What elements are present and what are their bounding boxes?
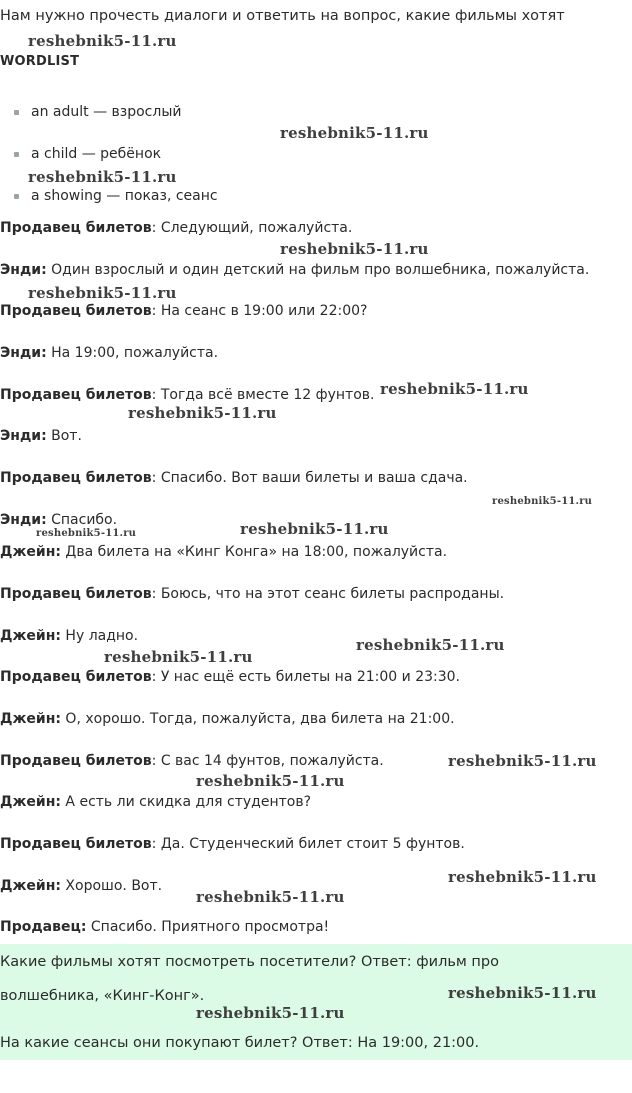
- answer-box: [0, 944, 632, 1060]
- dialogue-text: Спасибо.: [46, 512, 118, 528]
- watermark: reshebnik5-11.ru: [448, 984, 597, 1002]
- watermark: reshebnik5-11.ru: [356, 636, 505, 654]
- speaker-name: Джейн:: [0, 878, 61, 894]
- dialogue-line: [0, 218, 352, 238]
- dialogue-line: [0, 301, 367, 321]
- speaker-separator: :: [151, 586, 157, 602]
- dialogue-text: Два билета на «Кинг Конга» на 18:00, пожалуйста.: [60, 544, 448, 560]
- speaker-name: Продавец:: [0, 919, 87, 935]
- watermark: reshebnik5-11.ru: [28, 168, 177, 186]
- speaker-name: Джейн:: [0, 794, 61, 810]
- dialogue-line: [0, 426, 82, 446]
- speaker-name: Энди:: [0, 428, 47, 444]
- dialogue-line: [0, 510, 117, 530]
- dialogue-text: У нас ещё есть билеты на 21:00 и 23:30.: [156, 669, 460, 685]
- answer-line: волшебника, «Кинг-Конг».: [0, 988, 205, 1004]
- dialogue-line: [0, 709, 455, 729]
- dialogue-text: Ну ладно.: [60, 628, 139, 644]
- speaker-name: Джейн:: [0, 628, 61, 644]
- answer-line: Какие фильмы хотят посмотреть посетители? Ответ: фильм про: [0, 954, 499, 970]
- dialogue-line: [0, 626, 138, 646]
- dialogue-text: О, хорошо. Тогда, пожалуйста, два билета на 21:00.: [60, 711, 455, 727]
- speaker-separator: :: [151, 303, 157, 319]
- wordlist-item: [14, 186, 218, 206]
- watermark: reshebnik5-11.ru: [28, 32, 177, 50]
- speaker-separator: :: [151, 836, 157, 852]
- bullet-icon: [14, 194, 19, 199]
- watermark: reshebnik5-11.ru: [448, 868, 597, 886]
- watermark: reshebnik5-11.ru: [104, 648, 253, 666]
- dialogue-line: [0, 876, 162, 896]
- dialogue-line: [0, 385, 374, 405]
- watermark: reshebnik5-11.ru: [280, 124, 429, 142]
- bullet-icon: [14, 110, 19, 115]
- dialogue-text: Да. Студенческий билет стоит 5 фунтов.: [156, 836, 465, 852]
- bullet-icon: [14, 152, 19, 157]
- watermark: reshebnik5-11.ru: [128, 404, 277, 422]
- dialogue-text: Спасибо. Приятного просмотра!: [86, 919, 330, 935]
- watermark: reshebnik5-11.ru: [492, 496, 593, 507]
- watermark: reshebnik5-11.ru: [240, 520, 389, 538]
- speaker-name: Продавец билетов: [0, 303, 152, 319]
- wordlist-item-text: an adult — взрослый: [31, 104, 182, 120]
- dialogue-text: Один взрослый и один детский на фильм про волшебника, пожалуйста.: [46, 262, 590, 278]
- wordlist-heading: WORDLIST: [0, 54, 80, 69]
- speaker-name: Энди:: [0, 262, 47, 278]
- dialogue-text: С вас 14 фунтов, пожалуйста.: [156, 753, 384, 769]
- speaker-name: Джейн:: [0, 711, 61, 727]
- dialogue-text: Вот.: [46, 428, 82, 444]
- dialogue-line: [0, 834, 465, 854]
- dialogue-line: [0, 584, 504, 604]
- dialogue-line: [0, 343, 218, 363]
- watermark: reshebnik5-11.ru: [448, 752, 597, 770]
- dialogue-text: А есть ли скидка для студентов?: [60, 794, 312, 810]
- wordlist-item-text: a child — ребёнок: [31, 146, 162, 162]
- dialogue-text: Спасибо. Вот ваши билеты и ваша сдача.: [156, 470, 468, 486]
- watermark: reshebnik5-11.ru: [36, 528, 137, 539]
- dialogue-text: Следующий, пожалуйста.: [156, 220, 353, 236]
- speaker-separator: :: [151, 669, 157, 685]
- wordlist-item-text: a showing — показ, сеанс: [31, 188, 218, 204]
- dialogue-line: [0, 792, 311, 812]
- speaker-name: Продавец билетов: [0, 470, 152, 486]
- watermark: reshebnik5-11.ru: [28, 284, 177, 302]
- watermark: reshebnik5-11.ru: [196, 888, 345, 906]
- dialogue-line: [0, 751, 384, 771]
- speaker-name: Продавец билетов: [0, 586, 152, 602]
- dialogue-text: Тогда всё вместе 12 фунтов.: [156, 387, 375, 403]
- watermark: reshebnik5-11.ru: [380, 380, 529, 398]
- dialogue-line: [0, 667, 460, 687]
- dialogue-text: Боюсь, что на этот сеанс билеты распроданы.: [156, 586, 505, 602]
- wordlist-item: [14, 102, 181, 122]
- speaker-name: Продавец билетов: [0, 220, 152, 236]
- speaker-separator: :: [151, 470, 157, 486]
- dialogue-text: На 19:00, пожалуйста.: [46, 345, 219, 361]
- watermark: reshebnik5-11.ru: [196, 1004, 345, 1022]
- dialogue-text: На сеанс в 19:00 или 22:00?: [156, 303, 368, 319]
- watermark: reshebnik5-11.ru: [196, 772, 345, 790]
- speaker-name: Энди:: [0, 512, 47, 528]
- speaker-name: Продавец билетов: [0, 387, 152, 403]
- wordlist-item: [14, 144, 161, 164]
- speaker-name: Продавец билетов: [0, 753, 152, 769]
- dialogue-line: [0, 542, 447, 562]
- speaker-separator: :: [151, 753, 157, 769]
- speaker-name: Продавец билетов: [0, 836, 152, 852]
- speaker-separator: :: [151, 387, 157, 403]
- answer-line: На какие сеансы они покупают билет? Ответ: На 19:00, 21:00.: [0, 1035, 480, 1051]
- intro-text: Нам нужно прочесть диалоги и ответить на вопрос, какие фильмы хотят: [0, 8, 565, 24]
- dialogue-line: [0, 468, 468, 488]
- watermark: reshebnik5-11.ru: [280, 240, 429, 258]
- speaker-name: Продавец билетов: [0, 669, 152, 685]
- dialogue-line: [0, 260, 589, 280]
- dialogue-text: Хорошо. Вот.: [60, 878, 163, 894]
- speaker-name: Энди:: [0, 345, 47, 361]
- dialogue-line: [0, 917, 329, 937]
- speaker-separator: :: [151, 220, 157, 236]
- speaker-name: Джейн:: [0, 544, 61, 560]
